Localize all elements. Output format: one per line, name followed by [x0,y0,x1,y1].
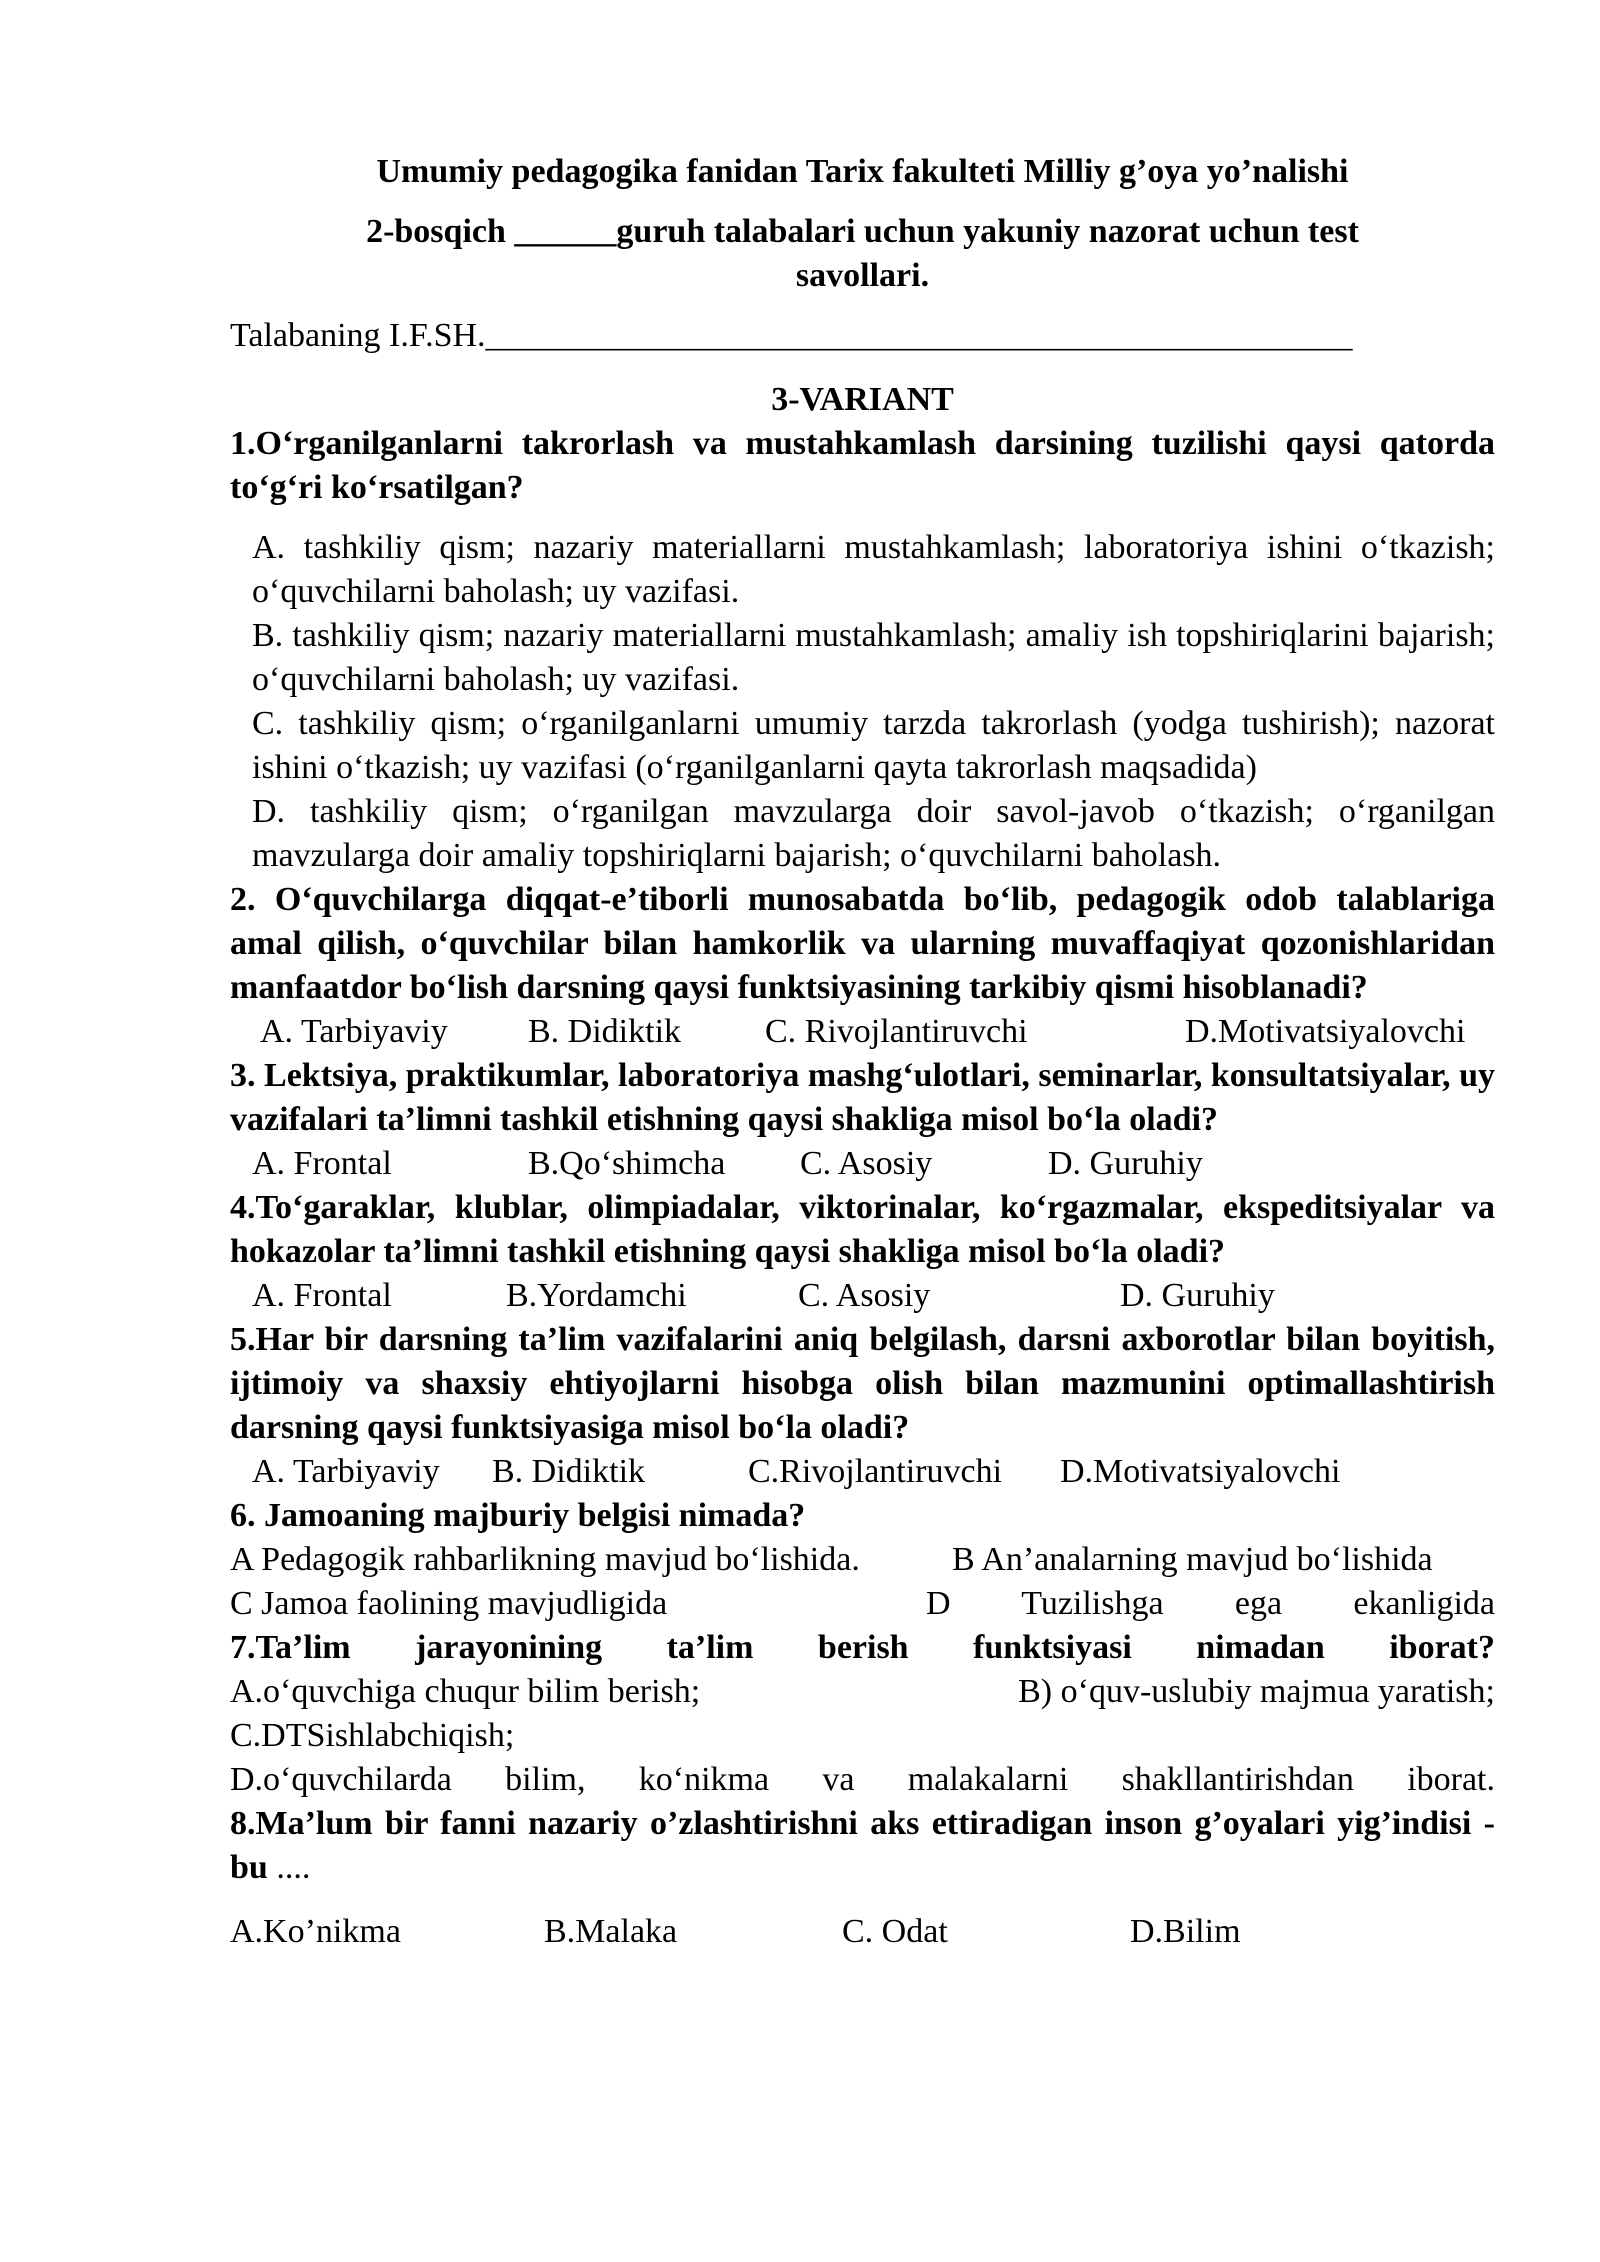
q6-option-a: A Pedagogik rahbarlikning mavjud bo‘lishida. [230,1541,860,1578]
q4-options [230,1274,1495,1318]
q7-options-row1 [230,1670,1495,1714]
q4-option-c: C. Asosiy [798,1277,931,1314]
q2-options [230,1010,1495,1054]
q6-options-row2 [230,1582,1495,1626]
q5-options [230,1450,1495,1494]
q4-option-b: B.Yordamchi [506,1277,687,1314]
q1-option-d: D. tashkiliy qism; o‘rganilgan mavzularga doir savol-javob o‘tkazish; o‘rganilgan mavzularga doir amaliy topshiriqlarni bajarish; o‘quvchilarni baholash. [252,793,1495,874]
q6-option-c: C Jamoa faolining mavjudligida [230,1585,668,1622]
q5-option-d: D.Motivatsiyalovchi [1060,1453,1341,1490]
question-8-text: 8.Ma’lum bir fanni nazariy o’zlashtirishni aks ettiradigan inson g’oyalari yig’indisi - bu [230,1805,1495,1886]
q7-option-a: A.o‘quvchiga chuqur bilim berish; [230,1673,701,1710]
question-8-ellipsis: .... [267,1849,311,1886]
student-name-line [230,314,1495,358]
question-7: 7.Ta’lim jarayonining ta’lim berish funktsiyasi nimadan iborat? [230,1629,1495,1666]
student-name-blank: ___________________________________________________ [485,317,1353,354]
q2-option-b: B. Didiktik [528,1013,682,1050]
question-6: 6. Jamoaning majburiy belgisi nimada? [230,1497,806,1534]
student-label: Talabaning I.F.SH. [230,317,486,354]
question-2: 2. O‘quvchilarga diqqat-e’tiborli munosabatda bo‘lib, pedagogik odob talablariga amal qilish, o‘quvchilar bilan hamkorlik va ularning muvaffaqiyat qozonishlaridan manfaatdor bo‘lish darsning qaysi funktsiyasining tarkibiy qismi hisoblanadi? [230,881,1495,1006]
question-4: 4.To‘garaklar, klublar, olimpiadalar, viktorinalar, ko‘rgazmalar, ekspeditsiyalar va hokazolar ta’limni tashkil etishning qaysi shakliga misol bo‘la oladi? [230,1189,1495,1270]
q4-option-d: D. Guruhiy [1120,1277,1275,1314]
q6-option-d: D Tuzilishga ega ekanligida [926,1585,1495,1622]
q4-option-a: A. Frontal [252,1277,392,1314]
question-8 [230,1802,1495,1890]
q1-option-b: B. tashkiliy qism; nazariy materiallarni mustahkamlash; amaliy ish topshiriqlarini bajarish; o‘quvchilarni baholash; uy vazifasi. [252,617,1495,698]
q8-option-a: A.Ko’nikma [230,1913,401,1950]
q7-option-b: B) o‘quv-uslubiy majmua yaratish; [1018,1673,1495,1710]
test-page [230,150,1495,1954]
q7-option-c: C.DTSishlabchiqish; [230,1717,515,1754]
header-line2 [230,210,1495,254]
question-5: 5.Har bir darsning ta’lim vazifalarini aniq belgilash, darsni axborotlar bilan boyitish, ijtimoiy va shaxsiy ehtiyojlarni hisobga olish bilan mazmunini optimallashtirish darsning qaysi funktsiyasiga misol bo‘la oladi? [230,1321,1495,1446]
variant-title: 3-VARIANT [771,381,954,418]
header-line3: savollari. [795,257,930,294]
q3-option-b: B.Qo‘shimcha [528,1145,726,1182]
question-3: 3. Lektsiya, praktikumlar, laboratoriya mashg‘ulotlari, seminarlar, konsultatsiyalar, uy vazifalari ta’limni tashkil etishning qaysi shakliga misol bo‘la oladi? [230,1057,1495,1138]
q8-options [230,1910,1495,1954]
header-line2-pre: 2-bosqich [366,213,515,250]
q8-option-c: C. Odat [842,1913,948,1950]
q6-option-b: B An’analarning mavjud bo‘lishida [952,1541,1433,1578]
q7-option-d: D.o‘quvchilarda bilim, ko‘nikma va malakalarni shakllantirishdan iborat. [230,1761,1495,1798]
q2-option-c: C. Rivojlantiruvchi [765,1013,1028,1050]
group-blank: ______ [514,213,617,250]
q1-option-c: C. tashkiliy qism; o‘rganilganlarni umumiy tarzda takrorlash (yodga tushirish); nazorat ishini o‘tkazish; uy vazifasi (o‘rganilganlarni qayta takrorlash maqsadida) [252,705,1495,786]
q2-option-d: D.Motivatsiyalovchi [1185,1013,1466,1050]
header-line1: Umumiy pedagogika fanidan Tarix fakulteti Milliy g’oya yo’nalishi [376,153,1349,190]
q5-option-b: B. Didiktik [492,1453,646,1490]
q5-option-c: C.Rivojlantiruvchi [748,1453,1003,1490]
q3-option-a: A. Frontal [252,1145,392,1182]
q8-option-d: D.Bilim [1130,1913,1241,1950]
q1-option-a: A. tashkiliy qism; nazariy materiallarni mustahkamlash; laboratoriya ishini o‘tkazish; o‘quvchilarni baholash; uy vazifasi. [252,529,1495,610]
q8-option-b: B.Malaka [544,1913,678,1950]
q5-option-a: A. Tarbiyaviy [252,1453,440,1490]
question-1: 1.O‘rganilganlarni takrorlash va mustahkamlash darsining tuzilishi qaysi qatorda to‘g‘ri ko‘rsatilgan? [230,425,1495,506]
q3-option-c: C. Asosiy [800,1145,933,1182]
q3-option-d: D. Guruhiy [1048,1145,1203,1182]
q6-options-row1 [230,1538,1495,1582]
q3-options [230,1142,1495,1186]
q2-option-a: A. Tarbiyaviy [260,1013,448,1050]
header-line2-post: guruh talabalari uchun yakuniy nazorat uchun test [616,213,1359,250]
